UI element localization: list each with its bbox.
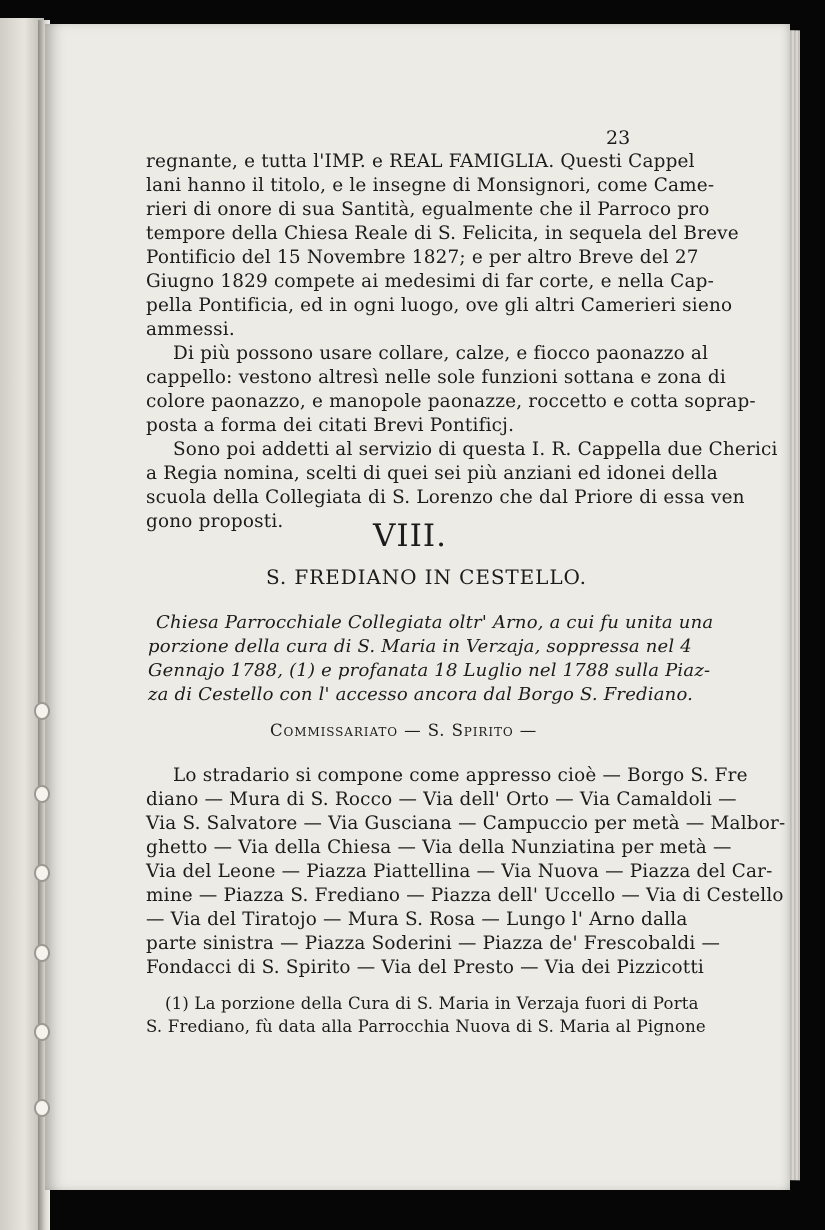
italic-note-line: za di Cestello con l' accesso ancora dal Borgo S. Frediano. <box>148 684 694 705</box>
street-list-line: parte sinistra — Piazza Soderini — Piazza de' Frescobaldi — <box>146 933 721 954</box>
paragraph-line: colore paonazzo, e manopole paonazze, roccetto e cotta soprap- <box>146 391 756 412</box>
paragraph-line: scuola della Collegiata di S. Lorenzo che dal Priore di essa ven <box>146 487 745 508</box>
paragraph-line: gono proposti. <box>146 511 284 532</box>
street-list-line: Lo stradario si compone come appresso cioè — Borgo S. Fre <box>173 765 748 786</box>
street-list-line: ghetto — Via della Chiesa — Via della Nunziatina per metà — <box>146 837 732 858</box>
section-title: S. FREDIANO IN CESTELLO. <box>266 565 587 589</box>
page-number: 23 <box>606 127 631 149</box>
paragraph-line: Sono poi addetti al servizio di questa I. R. Cappella due Cherici <box>173 439 778 460</box>
paragraph-line: regnante, e tutta l'IMP. e REAL FAMIGLIA. Questi Cappel <box>146 151 695 172</box>
paragraph-line: pella Pontificia, ed in ogni luogo, ove gli altri Camerieri sieno <box>146 295 733 316</box>
district-line: Commissariato — S. Spirito — <box>270 721 538 740</box>
italic-note-line: porzione della cura di S. Maria in Verzaja, soppressa nel 4 <box>148 636 692 657</box>
binding-stitch <box>34 785 50 803</box>
street-list-line: — Via del Tiratojo — Mura S. Rosa — Lungo l' Arno dalla <box>146 909 688 930</box>
italic-note-line: Chiesa Parrocchiale Collegiata oltr' Arno, a cui fu unita una <box>156 612 714 633</box>
binding-stitch <box>34 1099 50 1117</box>
paragraph-line: Pontificio del 15 Novembre 1827; e per altro Breve del 27 <box>146 247 699 268</box>
paragraph-line: tempore della Chiesa Reale di S. Felicita, in sequela del Breve <box>146 223 739 244</box>
section-number: VIII. <box>373 518 447 554</box>
footnote-line: (1) La porzione della Cura di S. Maria in Verzaja fuori di Porta <box>165 994 699 1013</box>
street-list-line: diano — Mura di S. Rocco — Via dell' Orto — Via Camaldoli — <box>146 789 737 810</box>
binding-stitch <box>34 702 50 720</box>
binding-stitch <box>34 944 50 962</box>
paragraph-line: rieri di onore di sua Santità, egualmente che il Parroco pro <box>146 199 710 220</box>
street-list-line: Via S. Salvatore — Via Gusciana — Campuccio per metà — Malbor- <box>146 813 786 834</box>
street-list-line: Fondacci di S. Spirito — Via del Presto — Via dei Pizzicotti <box>146 957 704 978</box>
binding-stitch <box>34 1023 50 1041</box>
paragraph-line: ammessi. <box>146 319 235 340</box>
paragraph-line: Di più possono usare collare, calze, e fiocco paonazzo al <box>173 343 709 364</box>
street-list-line: Via del Leone — Piazza Piattellina — Via Nuova — Piazza del Car- <box>146 861 773 882</box>
paragraph-line: a Regia nomina, scelti di quei sei più anziani ed idonei della <box>146 463 718 484</box>
binding-stitch <box>34 864 50 882</box>
street-list-line: mine — Piazza S. Frediano — Piazza dell' Uccello — Via di Cestello <box>146 885 784 906</box>
italic-note-line: Gennajo 1788, (1) e profanata 18 Luglio nel 1788 sulla Piaz- <box>148 660 711 681</box>
paragraph-line: Giugno 1829 compete ai medesimi di far corte, e nella Cap- <box>146 271 715 292</box>
footnote-line: S. Frediano, fù data alla Parrocchia Nuova di S. Maria al Pignone <box>146 1017 706 1036</box>
paragraph-line: cappello: vestono altresì nelle sole funzioni sottana e zona di <box>146 367 726 388</box>
paragraph-line: lani hanno il titolo, e le insegne di Monsignori, come Came- <box>146 175 715 196</box>
paragraph-line: posta a forma dei citati Brevi Pontificj. <box>146 415 515 436</box>
